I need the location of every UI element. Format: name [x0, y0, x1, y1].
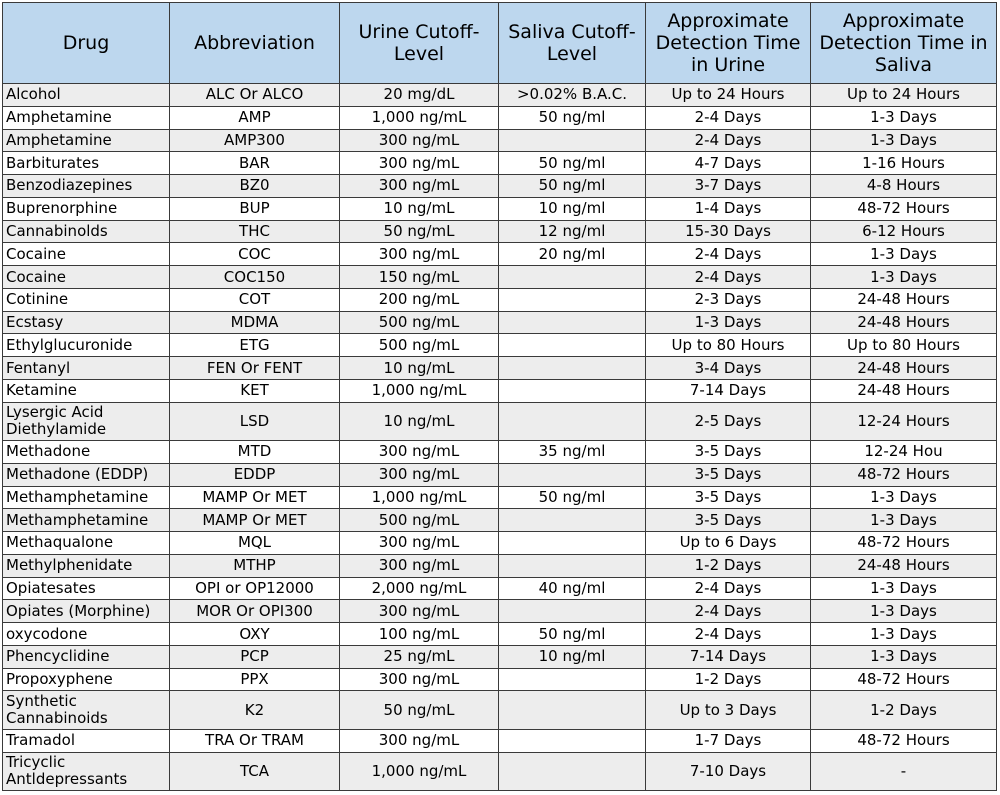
urine-detection-cell: 7-14 Days	[646, 645, 811, 668]
urine-cutoff-cell: 300 ng/mL	[340, 175, 499, 198]
saliva-cutoff-cell	[499, 288, 646, 311]
header-saliva-detection: Approximate Detection Time in Saliva	[811, 3, 997, 84]
table-row	[3, 600, 997, 623]
urine-detection-cell: Up to 6 Days	[646, 532, 811, 555]
saliva-detection-cell: Up to 24 Hours	[811, 84, 997, 107]
abbreviation-cell: MTD	[170, 441, 340, 464]
urine-cutoff-cell: 1,000 ng/mL	[340, 486, 499, 509]
drug-cell: oxycodone	[3, 623, 170, 646]
urine-cutoff-cell: 300 ng/mL	[340, 729, 499, 752]
saliva-cutoff-cell: 20 ng/ml	[499, 243, 646, 266]
abbreviation-cell: MAMP Or MET	[170, 509, 340, 532]
urine-cutoff-cell: 50 ng/mL	[340, 220, 499, 243]
saliva-cutoff-cell	[499, 554, 646, 577]
drug-cell: Ethylglucuronide	[3, 334, 170, 357]
abbreviation-cell: EDDP	[170, 463, 340, 486]
abbreviation-cell: AMP300	[170, 129, 340, 152]
saliva-detection-cell: 6-12 Hours	[811, 220, 997, 243]
table-row	[3, 357, 997, 380]
header-row	[3, 3, 997, 84]
abbreviation-cell: TCA	[170, 752, 340, 791]
drug-cell: Opiatesates	[3, 577, 170, 600]
drug-cell: Methaqualone	[3, 532, 170, 555]
header-drug: Drug	[3, 3, 170, 84]
urine-detection-cell: 2-4 Days	[646, 600, 811, 623]
saliva-detection-cell: 24-48 Hours	[811, 554, 997, 577]
abbreviation-cell: PPX	[170, 668, 340, 691]
urine-detection-cell: 3-5 Days	[646, 486, 811, 509]
urine-detection-cell: 2-4 Days	[646, 129, 811, 152]
saliva-detection-cell: 48-72 Hours	[811, 668, 997, 691]
urine-detection-cell: 2-4 Days	[646, 106, 811, 129]
urine-detection-cell: 3-4 Days	[646, 357, 811, 380]
drug-cell: Synthetic Cannabinoids	[3, 691, 170, 729]
table-row	[3, 509, 997, 532]
urine-detection-cell: 3-5 Days	[646, 441, 811, 464]
table-row	[3, 554, 997, 577]
abbreviation-cell: AMP	[170, 106, 340, 129]
drug-detection-table	[2, 2, 997, 791]
abbreviation-cell: MOR Or OPI300	[170, 600, 340, 623]
saliva-detection-cell: 1-3 Days	[811, 266, 997, 289]
urine-detection-cell: 1-4 Days	[646, 197, 811, 220]
table-row	[3, 532, 997, 555]
urine-cutoff-cell: 10 ng/mL	[340, 402, 499, 440]
saliva-detection-cell: 12-24 Hou	[811, 441, 997, 464]
table-row	[3, 486, 997, 509]
urine-cutoff-cell: 300 ng/mL	[340, 532, 499, 555]
abbreviation-cell: BAR	[170, 152, 340, 175]
abbreviation-cell: BUP	[170, 197, 340, 220]
saliva-detection-cell: 1-3 Days	[811, 600, 997, 623]
table-row	[3, 152, 997, 175]
saliva-cutoff-cell	[499, 129, 646, 152]
saliva-detection-cell: 24-48 Hours	[811, 379, 997, 402]
saliva-detection-cell: 24-48 Hours	[811, 288, 997, 311]
table-row	[3, 752, 997, 791]
urine-detection-cell: 2-4 Days	[646, 243, 811, 266]
urine-cutoff-cell: 150 ng/mL	[340, 266, 499, 289]
urine-detection-cell: 3-5 Days	[646, 463, 811, 486]
saliva-cutoff-cell	[499, 266, 646, 289]
urine-detection-cell: Up to 3 Days	[646, 691, 811, 729]
saliva-detection-cell: 1-3 Days	[811, 623, 997, 646]
urine-detection-cell: 2-5 Days	[646, 402, 811, 440]
saliva-cutoff-cell	[499, 357, 646, 380]
table-row	[3, 668, 997, 691]
urine-cutoff-cell: 2,000 ng/mL	[340, 577, 499, 600]
urine-detection-cell: 2-3 Days	[646, 288, 811, 311]
saliva-detection-cell: 4-8 Hours	[811, 175, 997, 198]
abbreviation-cell: KET	[170, 379, 340, 402]
saliva-cutoff-cell	[499, 334, 646, 357]
saliva-cutoff-cell: 50 ng/ml	[499, 106, 646, 129]
saliva-detection-cell: -	[811, 752, 997, 791]
abbreviation-cell: MQL	[170, 532, 340, 555]
drug-cell: Cocaine	[3, 266, 170, 289]
urine-cutoff-cell: 300 ng/mL	[340, 152, 499, 175]
drug-cell: Tricyclic Antldepressants	[3, 752, 170, 791]
saliva-detection-cell: 1-3 Days	[811, 645, 997, 668]
urine-detection-cell: 7-14 Days	[646, 379, 811, 402]
urine-detection-cell: 2-4 Days	[646, 266, 811, 289]
abbreviation-cell: TRA Or TRAM	[170, 729, 340, 752]
table-row	[3, 288, 997, 311]
urine-detection-cell: 1-3 Days	[646, 311, 811, 334]
saliva-cutoff-cell: 10 ng/ml	[499, 197, 646, 220]
abbreviation-cell: ALC Or ALCO	[170, 84, 340, 107]
header-abbreviation: Abbreviation	[170, 3, 340, 84]
drug-cell: Lysergic Acid Diethylamide	[3, 402, 170, 440]
urine-detection-cell: 4-7 Days	[646, 152, 811, 175]
table-row	[3, 220, 997, 243]
saliva-detection-cell: 48-72 Hours	[811, 197, 997, 220]
drug-cell: Barbiturates	[3, 152, 170, 175]
drug-cell: Methylphenidate	[3, 554, 170, 577]
saliva-detection-cell: 1-3 Days	[811, 486, 997, 509]
urine-cutoff-cell: 300 ng/mL	[340, 668, 499, 691]
saliva-cutoff-cell	[499, 668, 646, 691]
urine-cutoff-cell: 1,000 ng/mL	[340, 379, 499, 402]
saliva-cutoff-cell: 12 ng/ml	[499, 220, 646, 243]
table-row	[3, 266, 997, 289]
urine-cutoff-cell: 500 ng/mL	[340, 311, 499, 334]
table-row	[3, 402, 997, 440]
table-row	[3, 379, 997, 402]
saliva-cutoff-cell: 50 ng/ml	[499, 623, 646, 646]
urine-detection-cell: 2-4 Days	[646, 577, 811, 600]
abbreviation-cell: MTHP	[170, 554, 340, 577]
table-row	[3, 106, 997, 129]
drug-cell: Methamphetamine	[3, 486, 170, 509]
saliva-detection-cell: 1-3 Days	[811, 243, 997, 266]
drug-cell: Methadone	[3, 441, 170, 464]
saliva-cutoff-cell	[499, 379, 646, 402]
saliva-cutoff-cell: 50 ng/ml	[499, 152, 646, 175]
table-body	[3, 84, 997, 791]
saliva-detection-cell: 48-72 Hours	[811, 729, 997, 752]
drug-cell: Methadone (EDDP)	[3, 463, 170, 486]
table-row	[3, 463, 997, 486]
urine-cutoff-cell: 10 ng/mL	[340, 197, 499, 220]
table-row	[3, 623, 997, 646]
saliva-cutoff-cell: 40 ng/ml	[499, 577, 646, 600]
abbreviation-cell: MAMP Or MET	[170, 486, 340, 509]
table-row	[3, 577, 997, 600]
urine-detection-cell: 7-10 Days	[646, 752, 811, 791]
saliva-cutoff-cell: 50 ng/ml	[499, 486, 646, 509]
saliva-cutoff-cell	[499, 752, 646, 791]
saliva-cutoff-cell	[499, 509, 646, 532]
urine-cutoff-cell: 300 ng/mL	[340, 441, 499, 464]
saliva-cutoff-cell: 50 ng/ml	[499, 175, 646, 198]
saliva-detection-cell: 1-16 Hours	[811, 152, 997, 175]
drug-cell: Ecstasy	[3, 311, 170, 334]
table-row	[3, 729, 997, 752]
abbreviation-cell: K2	[170, 691, 340, 729]
table-row	[3, 645, 997, 668]
abbreviation-cell: BZ0	[170, 175, 340, 198]
urine-cutoff-cell: 1,000 ng/mL	[340, 752, 499, 791]
urine-cutoff-cell: 300 ng/mL	[340, 243, 499, 266]
saliva-cutoff-cell: 10 ng/ml	[499, 645, 646, 668]
drug-cell: Tramadol	[3, 729, 170, 752]
urine-cutoff-cell: 25 ng/mL	[340, 645, 499, 668]
urine-cutoff-cell: 300 ng/mL	[340, 554, 499, 577]
saliva-detection-cell: 24-48 Hours	[811, 311, 997, 334]
saliva-cutoff-cell	[499, 600, 646, 623]
urine-cutoff-cell: 300 ng/mL	[340, 129, 499, 152]
drug-cell: Propoxyphene	[3, 668, 170, 691]
saliva-cutoff-cell	[499, 463, 646, 486]
table-row	[3, 84, 997, 107]
drug-cell: Alcohol	[3, 84, 170, 107]
saliva-cutoff-cell	[499, 532, 646, 555]
header-urine-cutoff: Urine Cutoff-Level	[340, 3, 499, 84]
abbreviation-cell: COT	[170, 288, 340, 311]
abbreviation-cell: ETG	[170, 334, 340, 357]
urine-cutoff-cell: 500 ng/mL	[340, 334, 499, 357]
table-row	[3, 243, 997, 266]
header-urine-detection: Approximate Detection Time in Urine	[646, 3, 811, 84]
abbreviation-cell: LSD	[170, 402, 340, 440]
saliva-detection-cell: Up to 80 Hours	[811, 334, 997, 357]
urine-cutoff-cell: 10 ng/mL	[340, 357, 499, 380]
urine-detection-cell: 2-4 Days	[646, 623, 811, 646]
header-saliva-cutoff: Saliva Cutoff-Level	[499, 3, 646, 84]
urine-detection-cell: 3-5 Days	[646, 509, 811, 532]
saliva-detection-cell: 1-3 Days	[811, 577, 997, 600]
drug-cell: Amphetamine	[3, 106, 170, 129]
drug-detection-table-container	[2, 2, 996, 791]
drug-cell: Fentanyl	[3, 357, 170, 380]
drug-cell: Phencyclidine	[3, 645, 170, 668]
drug-cell: Opiates (Morphine)	[3, 600, 170, 623]
abbreviation-cell: PCP	[170, 645, 340, 668]
saliva-detection-cell: 1-2 Days	[811, 691, 997, 729]
saliva-cutoff-cell: 35 ng/ml	[499, 441, 646, 464]
table-row	[3, 197, 997, 220]
urine-cutoff-cell: 100 ng/mL	[340, 623, 499, 646]
table-row	[3, 691, 997, 729]
drug-cell: Benzodiazepines	[3, 175, 170, 198]
drug-cell: Buprenorphine	[3, 197, 170, 220]
table-row	[3, 129, 997, 152]
urine-detection-cell: Up to 24 Hours	[646, 84, 811, 107]
abbreviation-cell: COC	[170, 243, 340, 266]
urine-cutoff-cell: 50 ng/mL	[340, 691, 499, 729]
saliva-detection-cell: 1-3 Days	[811, 106, 997, 129]
urine-cutoff-cell: 300 ng/mL	[340, 600, 499, 623]
urine-cutoff-cell: 300 ng/mL	[340, 463, 499, 486]
abbreviation-cell: MDMA	[170, 311, 340, 334]
saliva-cutoff-cell: >0.02% B.A.C.	[499, 84, 646, 107]
drug-cell: Methamphetamine	[3, 509, 170, 532]
urine-detection-cell: Up to 80 Hours	[646, 334, 811, 357]
saliva-detection-cell: 1-3 Days	[811, 509, 997, 532]
saliva-detection-cell: 12-24 Hours	[811, 402, 997, 440]
urine-detection-cell: 15-30 Days	[646, 220, 811, 243]
urine-cutoff-cell: 1,000 ng/mL	[340, 106, 499, 129]
table-row	[3, 334, 997, 357]
drug-cell: Ketamine	[3, 379, 170, 402]
drug-cell: Cocaine	[3, 243, 170, 266]
abbreviation-cell: OXY	[170, 623, 340, 646]
abbreviation-cell: FEN Or FENT	[170, 357, 340, 380]
saliva-cutoff-cell	[499, 402, 646, 440]
abbreviation-cell: THC	[170, 220, 340, 243]
urine-cutoff-cell: 200 ng/mL	[340, 288, 499, 311]
table-row	[3, 311, 997, 334]
table-row	[3, 441, 997, 464]
urine-detection-cell: 1-7 Days	[646, 729, 811, 752]
saliva-detection-cell: 24-48 Hours	[811, 357, 997, 380]
saliva-detection-cell: 1-3 Days	[811, 129, 997, 152]
drug-cell: Amphetamine	[3, 129, 170, 152]
saliva-cutoff-cell	[499, 729, 646, 752]
saliva-detection-cell: 48-72 Hours	[811, 532, 997, 555]
drug-cell: Cotinine	[3, 288, 170, 311]
abbreviation-cell: COC150	[170, 266, 340, 289]
saliva-cutoff-cell	[499, 311, 646, 334]
urine-detection-cell: 3-7 Days	[646, 175, 811, 198]
urine-detection-cell: 1-2 Days	[646, 554, 811, 577]
urine-cutoff-cell: 20 mg/dL	[340, 84, 499, 107]
table-row	[3, 175, 997, 198]
urine-detection-cell: 1-2 Days	[646, 668, 811, 691]
saliva-cutoff-cell	[499, 691, 646, 729]
abbreviation-cell: OPI or OP12000	[170, 577, 340, 600]
saliva-detection-cell: 48-72 Hours	[811, 463, 997, 486]
urine-cutoff-cell: 500 ng/mL	[340, 509, 499, 532]
drug-cell: Cannabinolds	[3, 220, 170, 243]
